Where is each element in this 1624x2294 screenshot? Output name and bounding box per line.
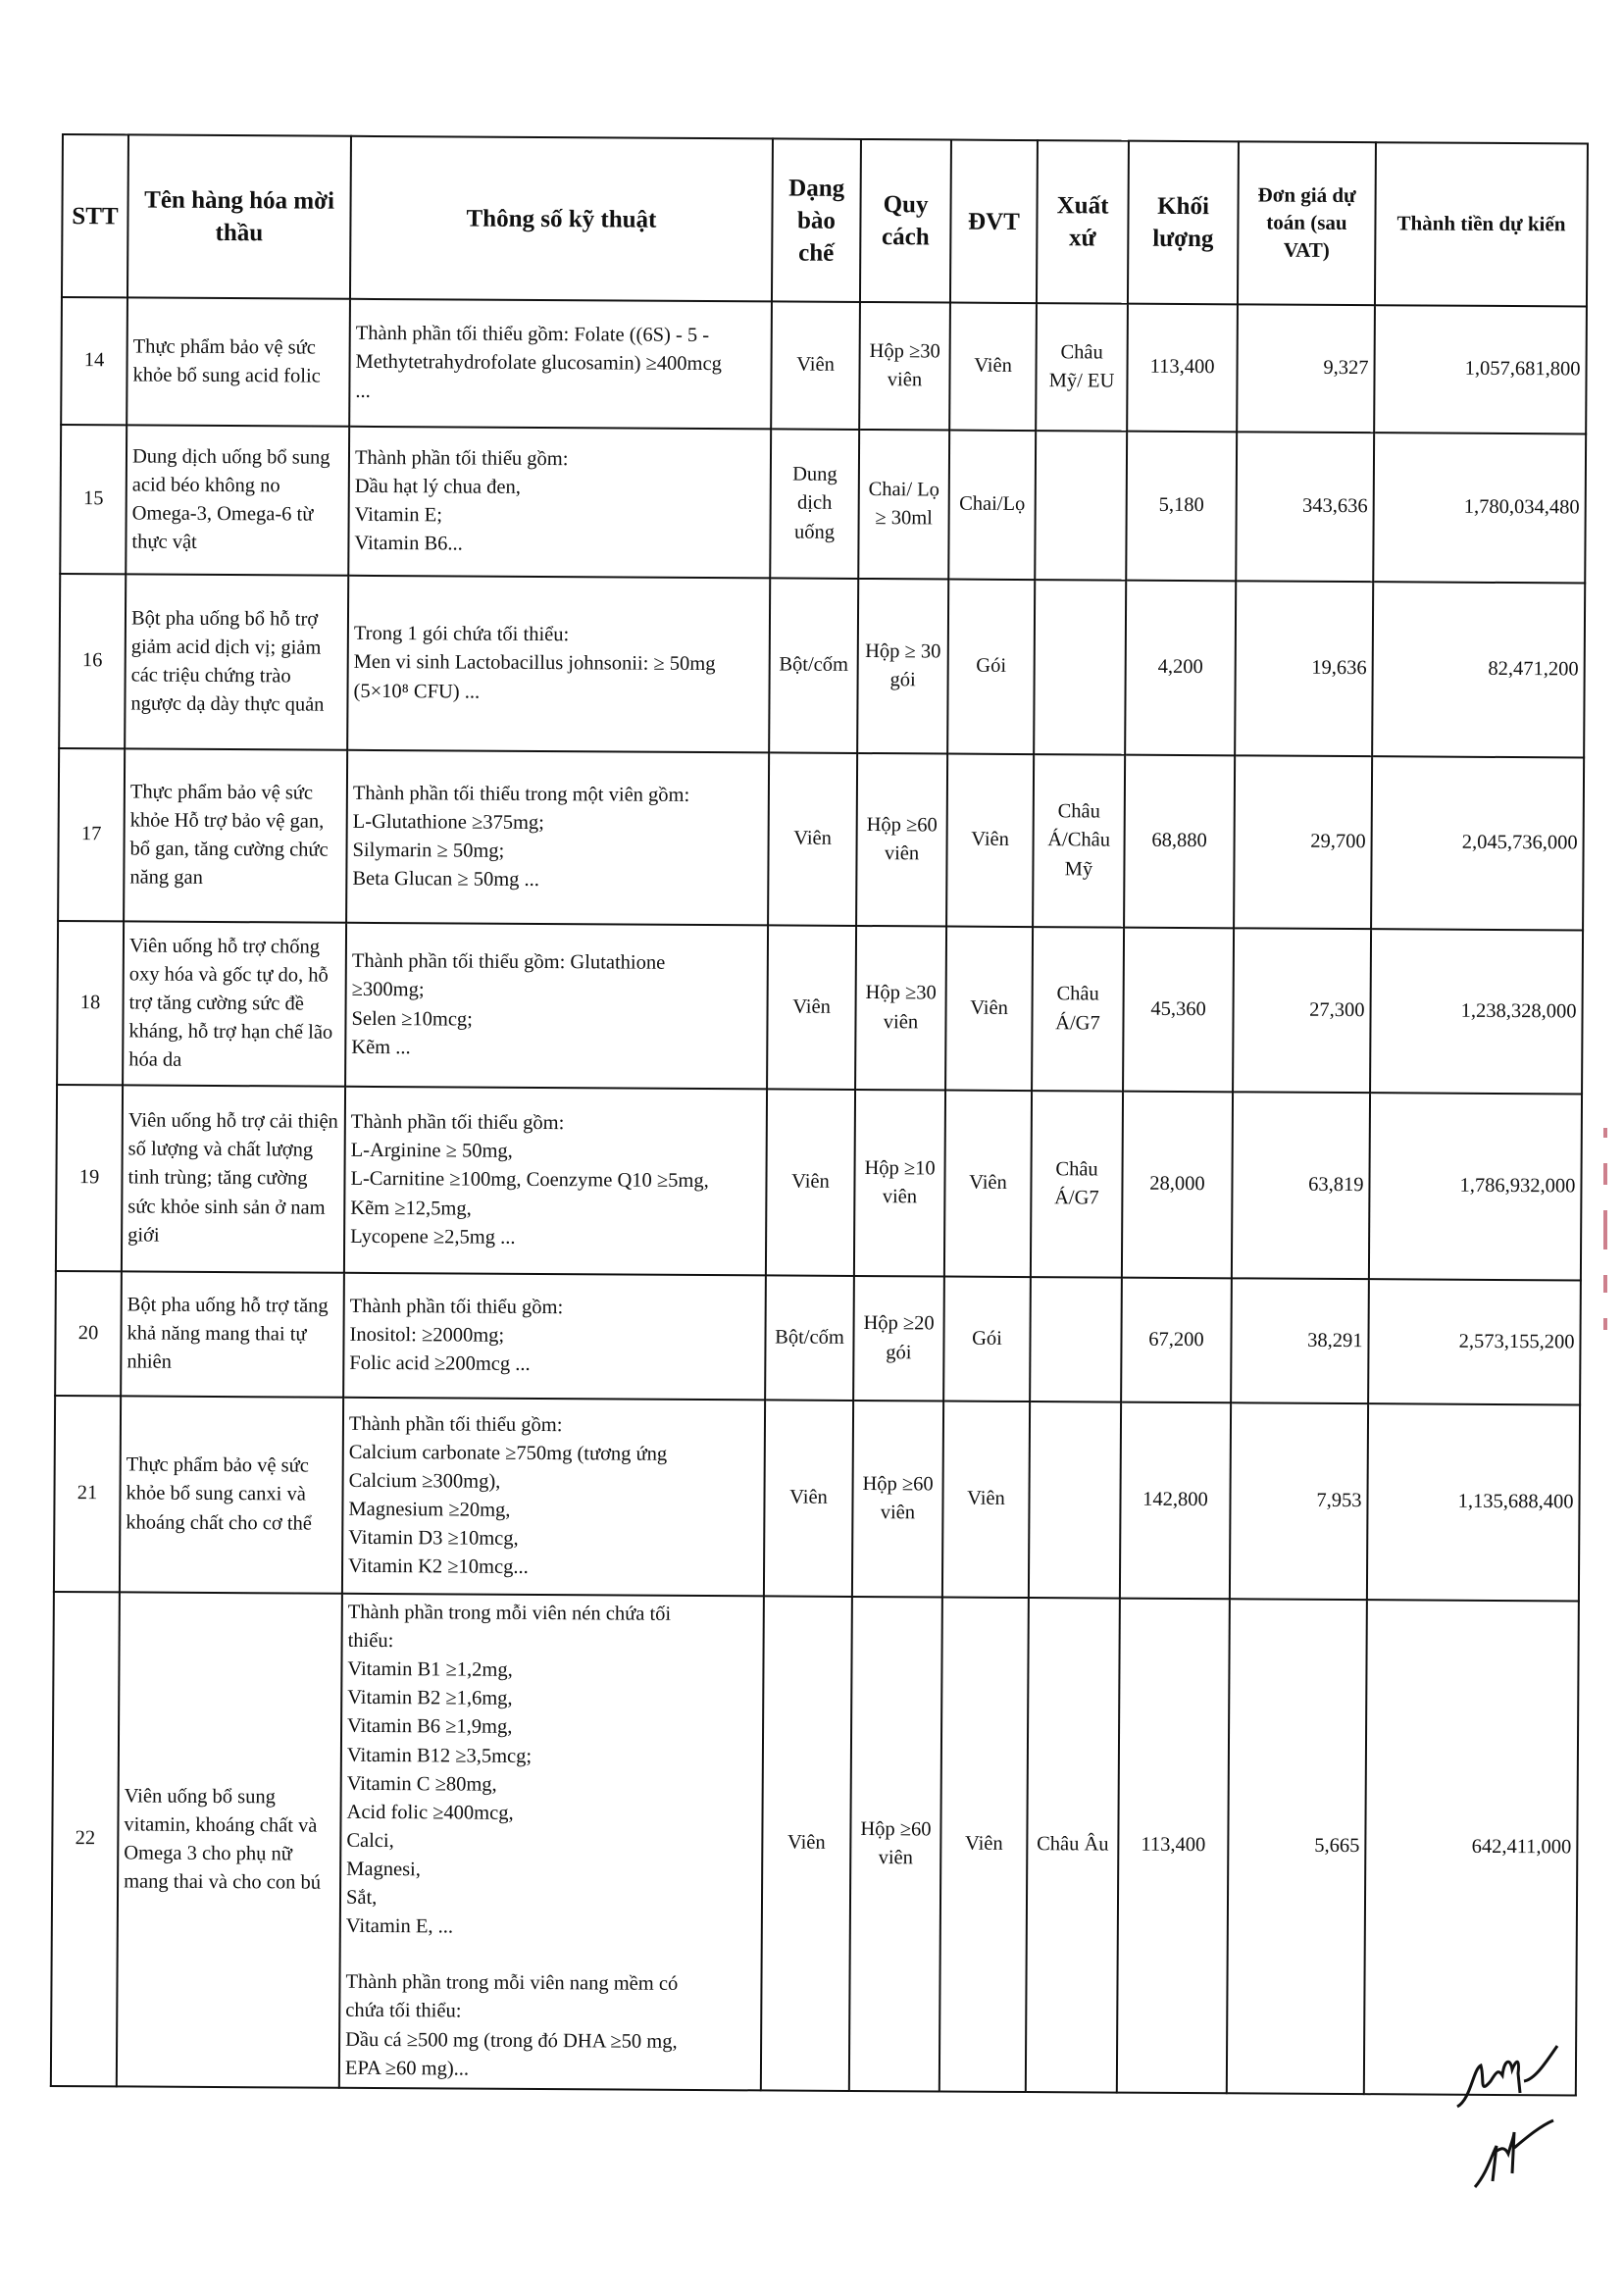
cell-qty: 68,880 (1124, 755, 1235, 929)
spec-line: Vitamin E, ... (345, 1915, 454, 1938)
cell-origin (1029, 1402, 1121, 1599)
cell-origin (1034, 580, 1126, 755)
cell-form: Viên (768, 752, 857, 926)
spec-line: ≥300mg; (351, 979, 425, 1001)
cell-stt: 15 (60, 425, 127, 574)
spec-line: Calcium ≥300mg), (348, 1469, 501, 1493)
cell-unit: Viên (945, 927, 1033, 1092)
cell-spec (345, 923, 768, 1090)
cell-spec (347, 576, 770, 753)
spec-line: Silymarin ≥ 50mg; (352, 839, 505, 862)
cell-qty: 142,800 (1120, 1402, 1231, 1600)
cell-unit: Viên (939, 1598, 1029, 2092)
spec-line: thiểu: (347, 1629, 394, 1653)
spec-line: Selen ≥10mcg; (351, 1007, 473, 1031)
spec-line: Thành phần tối thiểu trong một viên gồm: (352, 782, 690, 806)
table-row (54, 1396, 1580, 1601)
cell-price: 9,327 (1237, 304, 1375, 433)
header-pack: Quy cách (860, 139, 951, 303)
cell-unit: Viên (949, 303, 1037, 432)
header-origin: Xuất xứ (1037, 140, 1129, 304)
cell-stt: 21 (54, 1396, 121, 1592)
spec-line: Dầu cá ≥500 mg (trong đó DHA ≥50 mg, (345, 2028, 678, 2053)
spec-line: Sắt, (345, 1886, 378, 1910)
cell-pack: Hộp ≥60 viên (852, 1401, 943, 1598)
cell-price: 19,636 (1235, 581, 1373, 756)
spec-line: Methytetrahydrofolate glucosamin) ≥400mcg (355, 351, 722, 376)
spec-line: Thành phần trong mỗi viên nang mềm có (345, 1971, 679, 1996)
spec-line (346, 1941, 756, 1971)
spec-line: L-Glutathione ≥375mg; (352, 810, 544, 834)
spec-line: Magnesium ≥20mg, (348, 1498, 511, 1521)
spec-line: Calcium carbonate ≥750mg (tương ứng (348, 1441, 668, 1465)
table-row (57, 921, 1583, 1094)
cell-stt: 17 (58, 748, 125, 921)
cell-form: Dung dịch uống (770, 429, 859, 579)
spec-line: Thành phần tối thiểu gồm: (348, 1412, 563, 1436)
table-header-row (62, 134, 1588, 306)
cell-total: 642,411,000 (1364, 1600, 1579, 2095)
cell-pack: Hộp ≥20 gói (853, 1276, 944, 1402)
spec-line: Dầu hạt lý chua đen, (354, 475, 521, 498)
spec-line: Vitamin B6 ≥1,9mg, (347, 1715, 513, 1739)
spec-line: Beta Glucan ≥ 50mg ... (352, 867, 540, 892)
spec-line: L-Carnitine ≥100mg, Coenzyme Q10 ≥5mg, (350, 1168, 709, 1193)
header-form: Dạng bào chế (772, 138, 861, 302)
cell-pack: Hộp ≥30 viên (855, 926, 946, 1091)
spec-line: Folic acid ≥200mcg ... (349, 1351, 531, 1375)
spec-line: Vitamin B1 ≥1,2mg, (347, 1658, 513, 1682)
cell-origin: Châu Á/G7 (1031, 1091, 1123, 1278)
cell-name: Viên uống hỗ trợ cải thiện số lượng và chất lượng tinh trùng; tăng cường sức khỏe sinh sản ở nam giới (122, 1085, 345, 1272)
spec-line: Kẽm ... (351, 1036, 411, 1058)
cell-pack: Hộp ≥60 viên (849, 1597, 942, 2091)
spec-line: Men vi sinh Lactobacillus johnsonii: ≥ 50mg (353, 651, 716, 676)
table-row (56, 1085, 1582, 1280)
table-row (55, 1271, 1581, 1404)
cell-pack: Hộp ≥10 viên (854, 1090, 945, 1277)
cell-name: Viên uống bổ sung vitamin, khoáng chất và Omega 3 cho phụ nữ mang thai và cho con bú (117, 1592, 342, 2087)
cell-pack: Chai/ Lọ ≥ 30ml (858, 430, 949, 580)
cell-spec (344, 1087, 767, 1276)
cell-qty: 28,000 (1122, 1092, 1233, 1279)
cell-total: 2,573,155,200 (1368, 1279, 1581, 1404)
cell-total: 1,238,328,000 (1370, 929, 1583, 1094)
table-row (59, 574, 1585, 757)
cell-stt: 18 (57, 921, 124, 1085)
cell-total: 2,045,736,000 (1371, 756, 1584, 930)
cell-origin: Châu Á/Châu Mỹ (1033, 754, 1125, 928)
cell-qty: 4,200 (1125, 581, 1236, 756)
bid-items-table (50, 133, 1589, 2096)
cell-pack: Hộp ≥ 30 gói (857, 579, 948, 754)
cell-origin: Châu Á/G7 (1032, 927, 1124, 1092)
cell-form: Viên (766, 1089, 855, 1276)
spec-line: EPA ≥60 mg)... (344, 2057, 470, 2080)
cell-spec (342, 1398, 765, 1597)
cell-price: 5,665 (1227, 1599, 1367, 2094)
cell-spec (348, 427, 771, 579)
header-price: Đơn giá dự toán (sau VAT) (1238, 141, 1376, 305)
header-spec: Thông số kỹ thuật (350, 136, 773, 302)
cell-qty: 113,400 (1117, 1599, 1230, 2093)
cell-name: Thực phẩm bảo vệ sức khỏe bổ sung canxi và khoáng chất cho cơ thể (120, 1396, 343, 1593)
spec-line: Vitamin B2 ≥1,6mg, (347, 1687, 513, 1710)
cell-total: 82,471,200 (1372, 582, 1585, 757)
cell-form: Viên (761, 1596, 852, 2090)
cell-form: Viên (771, 301, 860, 430)
spec-line: Vitamin B6... (354, 532, 463, 555)
cell-stt: 20 (55, 1271, 122, 1396)
spec-line: Vitamin E; (354, 503, 443, 527)
cell-unit: Gói (943, 1277, 1031, 1402)
table-row (51, 1592, 1579, 2095)
cell-price: 29,700 (1234, 755, 1372, 929)
spec-line: Lycopene ≥2,5mg ... (350, 1225, 516, 1249)
signature-2 (1471, 2118, 1559, 2192)
header-unit: ĐVT (950, 140, 1038, 304)
cell-qty: 67,200 (1121, 1278, 1232, 1403)
cell-total: 1,780,034,480 (1373, 433, 1586, 583)
cell-total: 1,786,932,000 (1369, 1093, 1582, 1280)
spec-line: Thành phần tối thiểu gồm: (350, 1111, 565, 1135)
page-edge-stamp-mark (1599, 1128, 1612, 1412)
cell-name: Dung dịch uống bổ sung acid béo không no Omega-3, Omega-6 từ thực vật (126, 425, 349, 575)
spec-line: L-Arginine ≥ 50mg, (350, 1140, 513, 1163)
spec-line: Inositol: ≥2000mg; (349, 1323, 505, 1347)
cell-unit: Viên (942, 1402, 1030, 1599)
spec-line: Calci, (346, 1829, 394, 1852)
cell-price: 27,300 (1233, 928, 1371, 1093)
header-stt: STT (62, 134, 128, 297)
spec-line: Thành phần trong mỗi viên nén chứa tối (347, 1601, 672, 1625)
cell-stt: 19 (56, 1085, 123, 1271)
header-name: Tên hàng hóa mời thầu (127, 134, 351, 298)
spec-line: Trong 1 gói chứa tối thiểu: (353, 623, 570, 646)
cell-form: Bột/cốm (765, 1275, 854, 1401)
cell-stt: 16 (59, 574, 126, 748)
cell-total: 1,057,681,800 (1374, 305, 1587, 433)
spec-line: Kẽm ≥12,5mg, (350, 1197, 472, 1220)
cell-form: Viên (767, 925, 856, 1090)
cell-unit: Chai/Lọ (948, 431, 1036, 581)
cell-origin (1035, 431, 1127, 581)
cell-qty: 45,360 (1123, 928, 1234, 1093)
cell-price: 38,291 (1231, 1278, 1369, 1403)
signature-1 (1451, 2030, 1559, 2118)
header-qty: Khối lượng (1128, 141, 1239, 305)
cell-name: Bột pha uống hỗ trợ tăng khả năng mang thai tự nhiên (121, 1271, 344, 1397)
cell-spec (349, 299, 772, 430)
cell-price: 343,636 (1236, 432, 1374, 582)
cell-qty: 5,180 (1126, 432, 1237, 582)
cell-origin: Châu Mỹ/ EU (1036, 303, 1128, 432)
cell-pack: Hộp ≥30 viên (859, 302, 950, 431)
cell-price: 7,953 (1230, 1402, 1368, 1600)
cell-name: Thực phẩm bảo vệ sức khỏe Hỗ trợ bảo vệ gan, bổ gan, tăng cường chức năng gan (124, 748, 347, 922)
spec-line: Vitamin B12 ≥3,5mcg; (346, 1744, 533, 1767)
cell-origin: Châu Âu (1026, 1598, 1120, 2092)
spec-line: Vitamin C ≥80mg, (346, 1772, 497, 1796)
spec-line: Thành phần tối thiểu gồm: (354, 446, 569, 470)
cell-form: Bột/cốm (769, 578, 858, 753)
cell-unit: Gói (947, 580, 1035, 755)
spec-line: ... (355, 380, 371, 402)
spec-line: Acid folic ≥400mcg, (346, 1801, 514, 1824)
cell-total: 1,135,688,400 (1367, 1403, 1580, 1601)
cell-price: 63,819 (1232, 1092, 1370, 1279)
spec-line: chứa tối thiểu: (345, 2000, 462, 2022)
cell-name: Thực phẩm bảo vệ sức khỏe bổ sung acid folic (127, 297, 350, 426)
cell-spec (339, 1594, 764, 2090)
cell-spec (343, 1273, 766, 1401)
table-row (58, 748, 1584, 930)
cell-spec (346, 750, 769, 926)
cell-name: Viên uống hỗ trợ chống oxy hóa và gốc tự do, hỗ trợ tăng cường sức đề kháng, hỗ trợ hạn chế lão hóa da (123, 921, 346, 1086)
header-total: Thành tiền dự kiến (1375, 142, 1588, 306)
cell-name: Bột pha uống bổ hỗ trợ giảm acid dịch vị; giảm các triệu chứng trào ngược dạ dày thực quản (125, 574, 348, 749)
cell-qty: 113,400 (1127, 304, 1238, 433)
table-row (60, 425, 1586, 583)
cell-origin (1030, 1277, 1122, 1402)
cell-stt: 14 (61, 297, 127, 425)
spec-line: Thành phần tối thiểu gồm: Glutathione (351, 950, 666, 975)
table-body (51, 297, 1587, 2095)
cell-unit: Viên (944, 1091, 1032, 1278)
spec-line: Magnesi, (346, 1858, 421, 1881)
cell-stt: 22 (51, 1592, 120, 2086)
spec-line: (5×10⁸ CFU) ... (353, 680, 481, 703)
spec-line: Vitamin D3 ≥10mcg, (348, 1526, 519, 1550)
spec-line: Thành phần tối thiểu gồm: Folate ((6S) - 5 - (355, 323, 710, 347)
spec-line: Vitamin K2 ≥10mcg... (348, 1555, 529, 1579)
spec-line: Thành phần tối thiểu gồm: (349, 1295, 564, 1318)
table-row (61, 297, 1587, 433)
cell-pack: Hộp ≥60 viên (856, 753, 947, 927)
cell-unit: Viên (946, 754, 1034, 928)
cell-form: Viên (764, 1400, 853, 1597)
